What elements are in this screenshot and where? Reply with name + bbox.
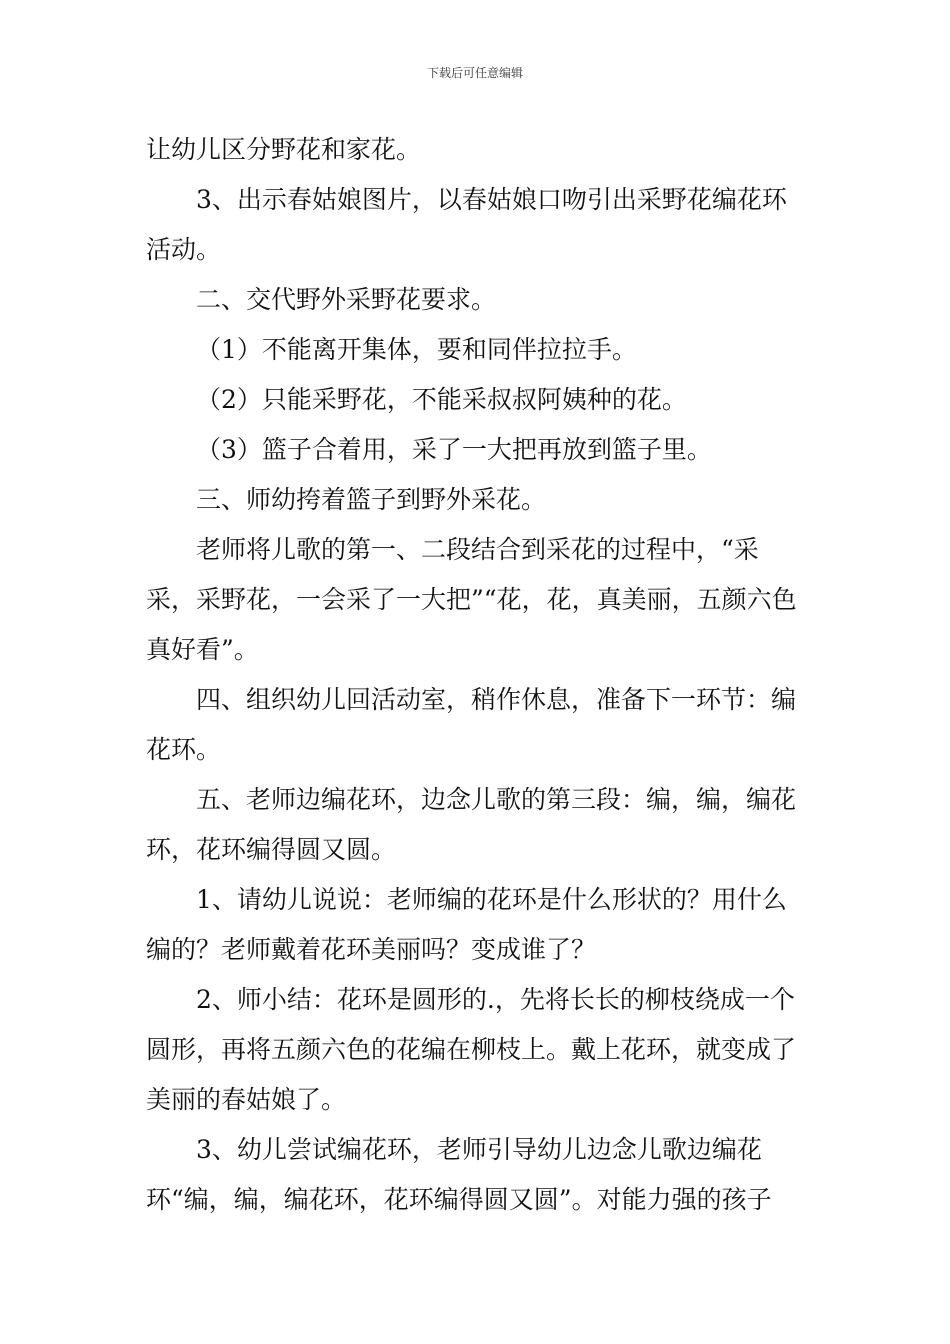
page-header-note: 下载后可任意编辑 bbox=[426, 66, 523, 80]
paragraph: 老师将儿歌的第一、二段结合到采花的过程中，“采采，采野花，一会采了一大把”“花，花，真美丽，五颜六色真好看”。 bbox=[146, 535, 797, 664]
paragraph: 3、出示春姑娘图片，以春姑娘口吻引出采野花编花环活动。 bbox=[146, 185, 787, 264]
paragraph: 四、组织幼儿回活动室，稍作休息，准备下一环节：编花环。 bbox=[146, 685, 797, 764]
paragraph: 二、交代野外采野花要求。 bbox=[196, 285, 497, 314]
paragraph: （3）篮子合着用，采了一大把再放到篮子里。 bbox=[196, 435, 712, 464]
paragraph: （2）只能采野花，不能采叔叔阿姨种的花。 bbox=[196, 385, 687, 414]
paragraph: 三、师幼挎着篮子到野外采花。 bbox=[196, 485, 547, 514]
paragraph: 让幼儿区分野花和家花。 bbox=[146, 135, 422, 164]
paragraph: 3、幼儿尝试编花环，老师引导幼儿边念儿歌边编花环“编，编，编花环，花环编得圆又圆”。对能力强的孩子 bbox=[146, 1135, 772, 1214]
paragraph: 1、请幼儿说说：老师编的花环是什么形状的？用什么编的？老师戴着花环美丽吗？变成谁了？ bbox=[146, 885, 787, 964]
paragraph: 五、老师边编花环，边念儿歌的第三段：编，编，编花环，花环编得圆又圆。 bbox=[146, 785, 797, 864]
paragraph: 2、师小结：花环是圆形的.，先将长长的柳枝绕成一个圆形，再将五颜六色的花编在柳枝上。戴上花环，就变成了美丽的春姑娘了。 bbox=[146, 985, 797, 1114]
document-body bbox=[146, 125, 806, 1225]
paragraph: （1）不能离开集体，要和同伴拉拉手。 bbox=[196, 335, 637, 364]
